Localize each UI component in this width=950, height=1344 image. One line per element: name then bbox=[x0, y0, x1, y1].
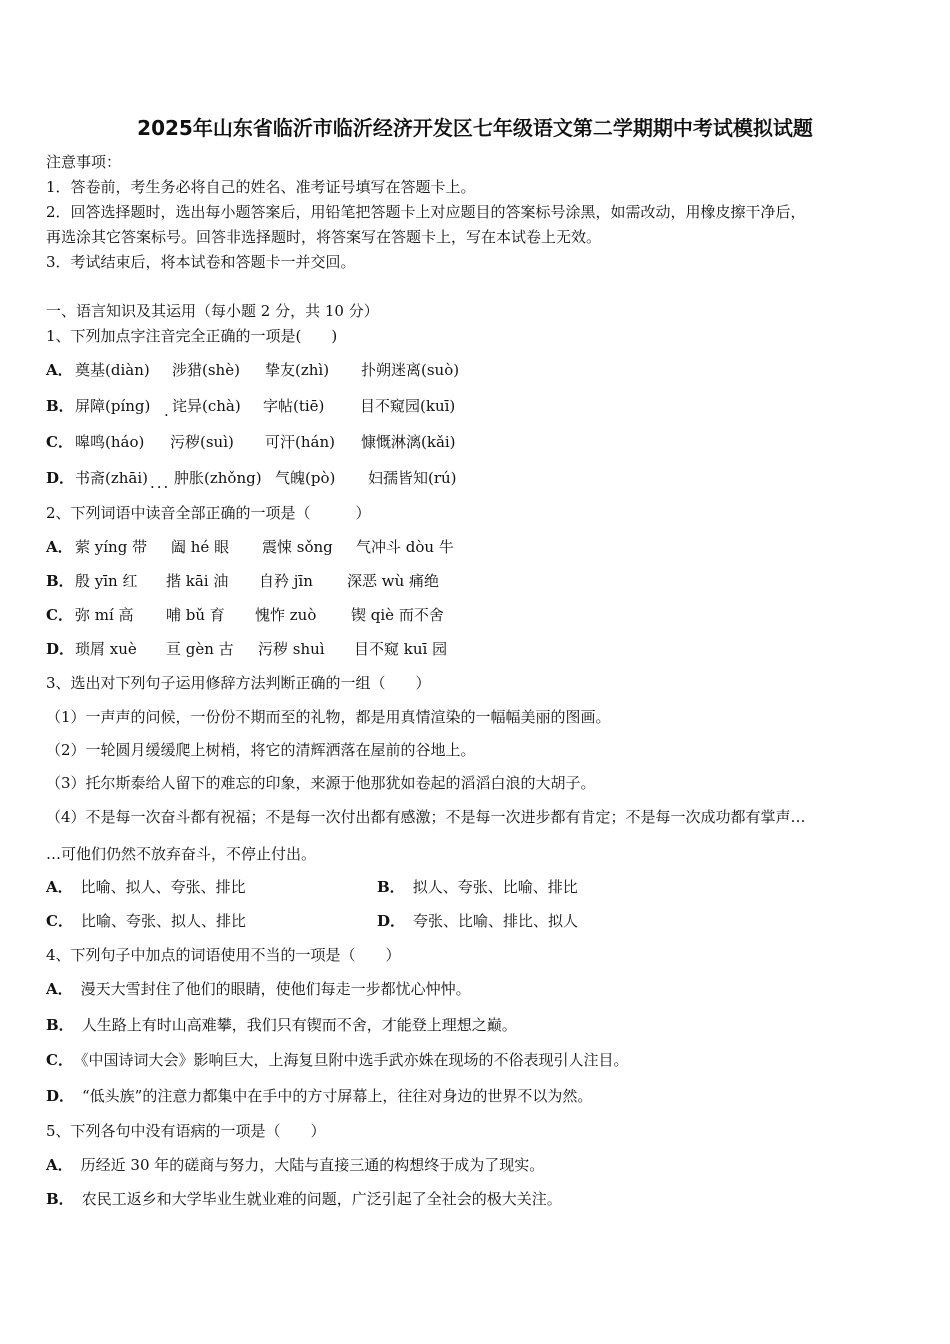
option-text: 人生路上有时山高难攀，我们只有锲而不舍，才能登上理想之巅。 bbox=[81, 1016, 517, 1034]
q1-a-item: 奠基(diàn) bbox=[75, 361, 150, 379]
q3-option-c bbox=[46, 911, 246, 931]
q2-a-item: 萦 yíng 带 bbox=[75, 538, 148, 556]
q2-c-item: 哺 bǔ 育 bbox=[166, 606, 225, 624]
q1-c-item: 污秽(suì) bbox=[170, 433, 234, 451]
q2-b-item: 殷 yīn 红 bbox=[75, 572, 138, 590]
q2-c-item: 锲 qiè 而不舍 bbox=[351, 606, 444, 624]
option-label: C． bbox=[46, 433, 73, 451]
q2-a-item: 震悚 sǒng bbox=[262, 538, 333, 556]
notice-item: 3．考试结束后，将本试卷和答题卡一并交回。 bbox=[46, 253, 356, 271]
page-title: 2025年山东省临沂市临沂经济开发区七年级语文第二学期期中考试模拟试题 bbox=[137, 116, 813, 140]
question-1-stem: 1、下列加点字注音完全正确的一项是( ) bbox=[46, 327, 338, 345]
q4-option-a bbox=[46, 979, 471, 999]
option-label: D． bbox=[46, 1087, 75, 1105]
q3-option-d bbox=[377, 911, 578, 931]
option-label: A． bbox=[46, 361, 73, 379]
q3-option-a bbox=[46, 877, 246, 897]
q3-sentence: （2）一轮圆月缓缓爬上树梢，将它的清辉洒落在屋前的谷地上。 bbox=[46, 741, 476, 759]
option-label: B． bbox=[46, 572, 74, 590]
section-heading: 一、语言知识及其运用（每小题 2 分，共 10 分） bbox=[46, 302, 379, 320]
q4-option-b bbox=[46, 1015, 517, 1035]
q1-c-item: 慷慨淋漓(kǎi) bbox=[361, 433, 456, 451]
q2-b-item: 深恶 wù 痛绝 bbox=[347, 572, 440, 590]
option-text: 农民工返乡和大学毕业生就业难的问题，广泛引起了全社会的极大关注。 bbox=[81, 1190, 562, 1208]
q2-b-item: 揩 kāi 油 bbox=[166, 572, 229, 590]
q2-a-item: 阖 hé 眼 bbox=[171, 538, 230, 556]
q1-c-item: 嗥鸣(háo) bbox=[75, 433, 145, 451]
option-label: D． bbox=[377, 912, 406, 930]
notice-item: 1．答卷前，考生务必将自己的姓名、准考证号填写在答题卡上。 bbox=[46, 178, 476, 196]
q5-option-a bbox=[46, 1155, 544, 1175]
notice-heading: 注意事项： bbox=[46, 153, 122, 171]
q1-d-item: 妇孺皆知(rú) bbox=[368, 469, 457, 487]
q4-option-c bbox=[46, 1050, 628, 1070]
q1-d-item: 气魄(pò) bbox=[275, 469, 336, 487]
q2-c-item: 弥 mí 高 bbox=[75, 606, 134, 624]
question-2-stem: 2、下列词语中读音全部正确的一项是（ ） bbox=[46, 504, 371, 522]
q2-c-item: 愧怍 zuò bbox=[255, 606, 317, 624]
question-3-stem: 3、选出对下列句子运用修辞方法判断正确的一组（ ） bbox=[46, 674, 431, 692]
option-label: B． bbox=[377, 878, 405, 896]
option-label: B． bbox=[46, 1016, 74, 1034]
q4-option-d bbox=[46, 1086, 592, 1106]
notice-item: 2．回答选择题时，选出每小题答案后，用铅笔把答题卡上对应题目的答案标号涂黑，如需改动，用橡皮擦干净后， bbox=[46, 203, 806, 221]
option-label: C． bbox=[46, 606, 73, 624]
q1-a-item: 挚友(zhì) bbox=[265, 361, 330, 379]
option-text: 《中国诗词大会》影响巨大，上海复旦附中选手武亦姝在现场的不俗表现引人注目。 bbox=[80, 1051, 629, 1069]
option-label: C． bbox=[46, 912, 73, 930]
option-text: 漫天大雪封住了他们的眼睛，使他们每走一步都忧心忡忡。 bbox=[80, 980, 471, 998]
q1-c-item: 可汗(hán) bbox=[265, 433, 335, 451]
option-label: A． bbox=[46, 980, 73, 998]
option-text: 比喻、夸张、拟人、排比 bbox=[80, 912, 246, 930]
option-label: A． bbox=[46, 538, 73, 556]
q1-a-item: 涉猎(shè) bbox=[172, 361, 240, 379]
q2-b-item: 自矜 jīn bbox=[259, 572, 313, 590]
q1-b-item: 字帖(tiē) bbox=[263, 397, 325, 415]
emphasis-dot: . bbox=[164, 402, 171, 420]
q1-b-item: 屏障(píng) bbox=[75, 397, 151, 415]
q1-b-item: 诧异(chà) bbox=[172, 397, 241, 415]
q3-sentence: （4）不是每一次奋斗都有祝福；不是每一次付出都有感激；不是每一次进步都有肯定；不是每一次成功都有掌声… bbox=[46, 808, 806, 826]
option-text: 比喻、拟人、夸张、排比 bbox=[80, 878, 246, 896]
q1-a-item: 扑朔迷离(suò) bbox=[361, 361, 460, 379]
q2-a-item: 气冲斗 dòu 牛 bbox=[356, 538, 454, 556]
emphasis-dot: ... bbox=[150, 474, 171, 492]
notice-item: 再选涂其它答案标号。回答非选择题时，将答案写在答题卡上，写在本试卷上无效。 bbox=[46, 228, 602, 246]
option-text: 历经近 30 年的磋商与努力，大陆与直接三通的构想终于成为了现实。 bbox=[80, 1156, 545, 1174]
q3-sentence: （1）一声声的问候，一份份不期而至的礼物，都是用真情渲染的一幅幅美丽的图画。 bbox=[46, 708, 611, 726]
q1-b-item: 目不窥园(kuī) bbox=[360, 397, 456, 415]
q2-d-item: 琐屑 xuè bbox=[75, 640, 137, 658]
q2-d-item: 污秽 shuì bbox=[258, 640, 325, 658]
option-label: D． bbox=[46, 469, 75, 487]
q1-d-item: 书斋(zhāi) bbox=[75, 469, 149, 487]
option-label: A． bbox=[46, 878, 73, 896]
q3-sentence: （3）托尔斯泰给人留下的难忘的印象，来源于他那犹如卷起的滔滔白浪的大胡子。 bbox=[46, 774, 596, 792]
q2-d-item: 目不窥 kuī 园 bbox=[354, 640, 448, 658]
q3-sentence: …可他们仍然不放弃奋斗，不停止付出。 bbox=[46, 845, 317, 863]
question-5-stem: 5、下列各句中没有语病的一项是（ ） bbox=[46, 1122, 326, 1140]
option-label: B． bbox=[46, 397, 74, 415]
q3-option-b bbox=[377, 877, 578, 897]
q2-d-item: 亘 gèn 古 bbox=[166, 640, 234, 658]
q5-option-b bbox=[46, 1189, 562, 1209]
option-text: 夸张、比喻、排比、拟人 bbox=[413, 912, 579, 930]
option-label: C． bbox=[46, 1051, 73, 1069]
option-label: D． bbox=[46, 640, 75, 658]
option-label: A． bbox=[46, 1156, 73, 1174]
option-label: B． bbox=[46, 1190, 74, 1208]
option-text: 拟人、夸张、比喻、排比 bbox=[412, 878, 578, 896]
question-4-stem: 4、下列句子中加点的词语使用不当的一项是（ ） bbox=[46, 946, 401, 964]
q1-d-item: 肿胀(zhǒng) bbox=[174, 469, 262, 487]
option-text: “低头族”的注意力都集中在手中的方寸屏幕上，往往对身边的世界不以为然。 bbox=[82, 1087, 593, 1105]
